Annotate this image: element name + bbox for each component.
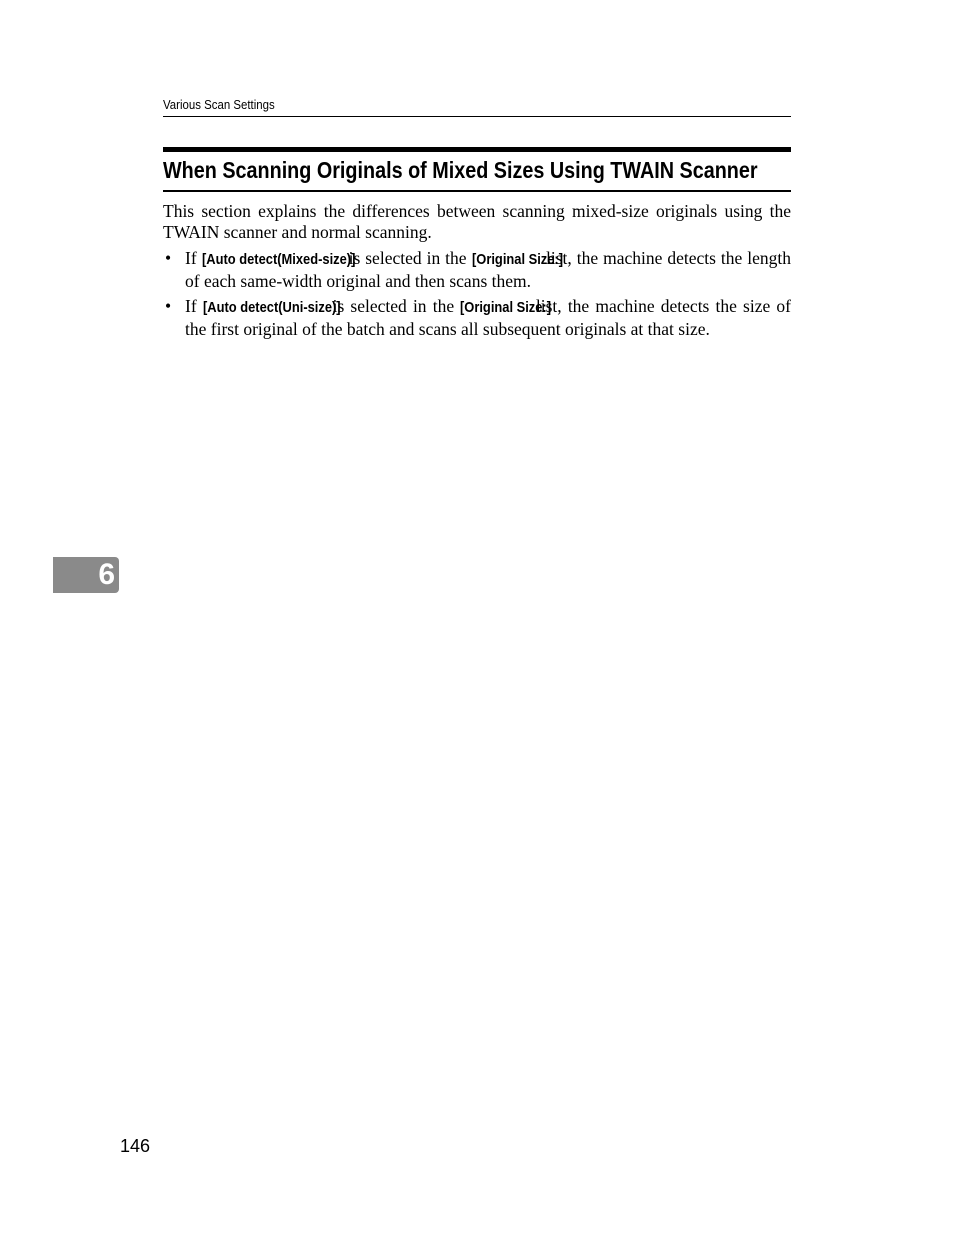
section-title-text: When Scanning Originals of Mixed Sizes Using TWAIN Scanner xyxy=(163,157,758,183)
setting-name: [Auto detect(Mixed-size)] xyxy=(201,251,356,268)
chapter-tab xyxy=(53,557,119,593)
running-header-title: Various Scan Settings xyxy=(163,97,275,112)
chapter-number: 6 xyxy=(98,558,115,591)
section-title xyxy=(163,147,791,192)
bullet-prefix: If xyxy=(185,296,203,316)
page-number: 146 xyxy=(120,1136,151,1156)
bullet-suffix: list, the machine detects the length of each same-width original and then scans them. xyxy=(185,248,792,291)
bullet-marker: • xyxy=(165,248,172,268)
list-name: [Original Size:] xyxy=(460,299,552,316)
bullet-prefix: If xyxy=(185,248,202,268)
bullet-middle: is selected in the xyxy=(326,296,461,316)
bullet-suffix: list, the machine detects the size of the first original of the batch and scans all subsequent originals at that size. xyxy=(185,296,791,339)
setting-name: [Auto detect(Uni-size)] xyxy=(202,299,341,316)
bullet-middle: is selected in the xyxy=(343,248,472,268)
list-name: [Original Size:] xyxy=(471,251,563,268)
list-item xyxy=(163,248,791,291)
bullet-list xyxy=(163,248,791,344)
list-item xyxy=(163,296,791,339)
intro-paragraph: This section explains the differences between scanning mixed-size originals using the TWAIN scanner and normal scanning. xyxy=(163,201,791,242)
running-header xyxy=(163,96,791,117)
bullet-marker: • xyxy=(165,296,172,316)
